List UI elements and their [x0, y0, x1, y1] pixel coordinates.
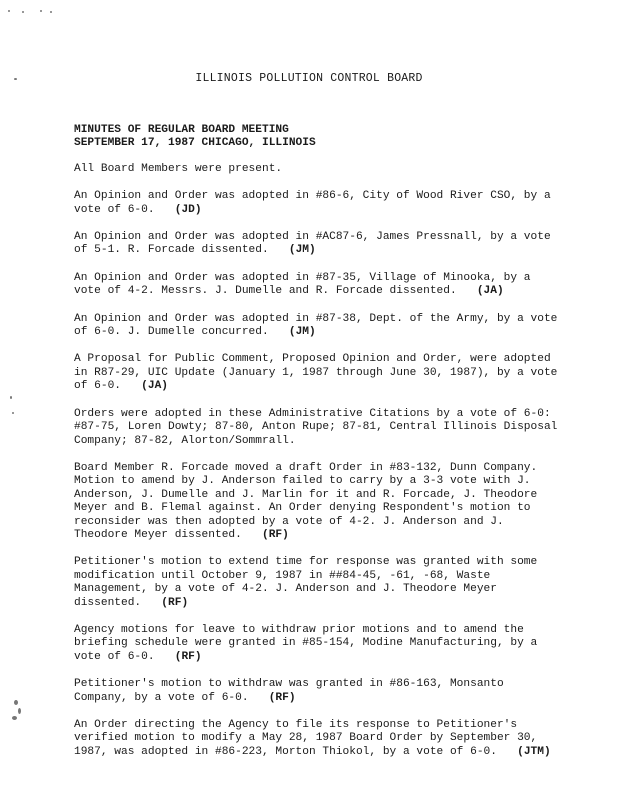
item-text: A Proposal for Public Comment, Proposed Opinion and Order, were adopted in R87-29, UIC Update (January 1, 1987 through June 30, 1987), by a vote of 6-0.	[74, 353, 558, 393]
scan-speck	[12, 716, 17, 720]
attendance-note: All Board Members were present.	[74, 162, 283, 175]
scan-speck	[50, 11, 52, 13]
item-initials: (JM)	[288, 244, 316, 257]
minutes-item	[74, 462, 564, 542]
item-text: An Order directing the Agency to file its response to Petitioner's verified motion to modify a May 28, 1987 Board Order by September 30, 1987, was adopted in #86-223, Morton Thiokol, by a vote of 6-0.	[74, 719, 538, 758]
board-header: ILLINOIS POLLUTION CONTROL BOARD	[195, 72, 423, 85]
minutes-item	[74, 353, 564, 393]
minutes-item	[74, 272, 564, 299]
item-text: Petitioner's motion to extend time for response was granted with some modification until October 9, 1987 in ##84-45, -61, -68, Waste Management, by a vote of 4-2. J. Anderson and J. Theodore Meyer dissented.	[74, 556, 538, 609]
scan-speck	[8, 10, 10, 12]
minutes-title: MINUTES OF REGULAR BOARD MEETING	[74, 124, 289, 136]
minutes-body	[74, 124, 564, 773]
scan-speck	[12, 412, 14, 414]
item-text: Agency motions for leave to withdraw prior motions and to amend the briefing schedule were granted in #85-154, Modine Manufacturing, by a vote of 6-0.	[74, 623, 538, 663]
item-text: An Opinion and Order was adopted in #87-35, Village of Minooka, by a vote of 4-2. Messrs. J. Dumelle and R. Forcade dissented.	[74, 271, 531, 298]
minutes-item	[74, 556, 564, 610]
item-initials: (JA)	[141, 380, 169, 393]
item-initials: (RF)	[262, 528, 289, 541]
item-initials: (RF)	[268, 691, 296, 704]
scan-speck	[14, 700, 18, 705]
item-initials: (JD)	[174, 203, 202, 216]
meeting-date-location: SEPTEMBER 17, 1987 CHICAGO, ILLINOIS	[74, 137, 316, 150]
scan-speck	[18, 708, 21, 714]
minutes-item	[74, 231, 564, 258]
item-initials: (RF)	[174, 650, 202, 663]
item-text: An Opinion and Order was adopted in #87-38, Dept. of the Army, by a vote of 6-0. J. Dumelle concurred.	[74, 312, 558, 339]
item-text: Petitioner's motion to withdraw was granted in #86-163, Monsanto Company, by a vote of 6-0.	[74, 678, 504, 704]
minutes-item	[74, 313, 564, 340]
item-text: Board Member R. Forcade moved a draft Order in #83-132, Dunn Company. Motion to amend by J. Anderson failed to carry by a 3-3 vote with J. Anderson, J. Dumelle and J. Marlin for it and R. Forcade, J. Theodore Meyer and B. Flemal against. An Order denying Respondent's motion to reconsider was then adopted by a vote of 4-2. J. Anderson and J. Theodore Meyer dissented.	[74, 461, 538, 541]
scan-speck	[40, 10, 42, 12]
scan-speck	[10, 396, 12, 399]
item-initials: (RF)	[161, 596, 189, 609]
minutes-item	[74, 408, 564, 448]
minutes-item	[74, 190, 564, 217]
minutes-item	[74, 624, 564, 664]
item-initials: (JM)	[288, 326, 316, 339]
item-text: An Opinion and Order was adopted in #86-6, City of Wood River CSO, by a vote of 6-0.	[74, 190, 551, 216]
item-initials: (JA)	[476, 285, 504, 298]
item-text: An Opinion and Order was adopted in #AC87-6, James Pressnall, by a vote of 5-1. R. Forcade dissented.	[74, 231, 551, 257]
minutes-item	[74, 719, 564, 759]
item-text: Orders were adopted in these Administrative Citations by a vote of 6-0: #87-75, Loren Dowty; 87-80, Anton Rupe; 87-81, Central Illinois Disposal Company; 87-82, Alorton/Sommrall.	[74, 407, 558, 447]
minutes-item	[74, 678, 564, 705]
item-initials: (JTM)	[517, 745, 551, 758]
scan-speck	[22, 11, 24, 13]
